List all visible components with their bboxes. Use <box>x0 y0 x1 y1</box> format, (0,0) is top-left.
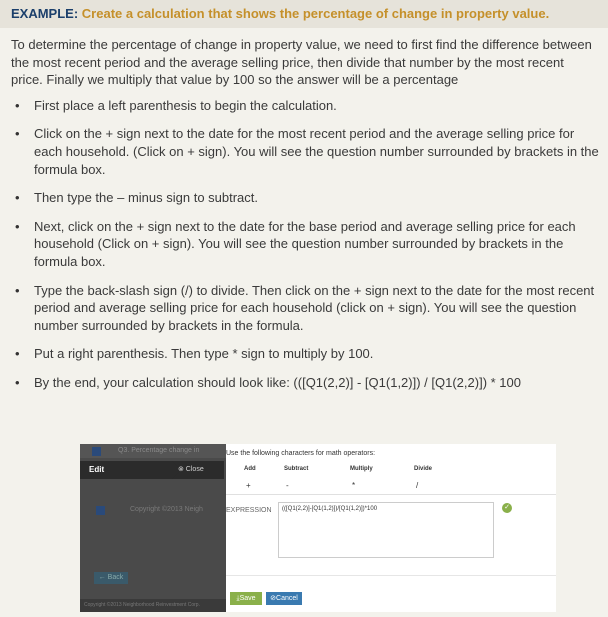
step-item <box>11 97 599 115</box>
intro-paragraph: To determine the percentage of change in property value, we need to first find the difference between the most recent period and the average selling price, then divide that number by the most recent price. Finally we multiply that value by 100 so the answer will be a percentage <box>11 37 592 88</box>
cancel-icon: ⊘ <box>270 595 277 602</box>
copyright-text: Copyright ©2013 Neigh <box>130 506 203 513</box>
op-subtract-symbol: - <box>286 481 289 490</box>
save-button[interactable] <box>230 592 262 605</box>
bullet-icon: • <box>15 190 20 206</box>
step-item <box>11 282 599 335</box>
question-text: Q3. Percentage change in <box>118 447 200 454</box>
op-add-symbol: + <box>246 481 251 490</box>
divider <box>226 494 556 495</box>
steps-list <box>11 97 599 392</box>
cancel-label: Cancel <box>276 595 298 602</box>
op-multiply-label: Multiply <box>350 466 373 472</box>
copyright-row <box>80 502 226 518</box>
example-header <box>0 0 608 28</box>
bullet-icon: • <box>15 374 20 390</box>
op-add-label: Add <box>244 466 256 472</box>
op-divide-symbol: / <box>416 481 419 490</box>
step-item <box>11 345 599 363</box>
example-label: EXAMPLE: <box>11 6 79 21</box>
bullet-icon: • <box>15 126 20 142</box>
step-text: Next, click on the + sign next to the date for the base period and average selling price for each household (Click on + sign). You will see the question number surrounded by brackets in the formula box. <box>34 218 576 269</box>
background-app <box>80 444 226 612</box>
instructions-body <box>11 36 599 403</box>
question-icon <box>96 506 105 515</box>
bullet-icon: • <box>15 97 20 113</box>
step-text: By the end, your calculation should look like: (([Q1(2,2)] - [Q1(1,2)]) / [Q1(2,2)]) * 100 <box>34 374 521 390</box>
edit-label: Edit <box>89 465 105 474</box>
step-item <box>11 189 599 207</box>
step-text: Type the back-slash sign (/) to divide. Then click on the + sign next to the date for the most recent period and average selling price for each household (click on + sign). You will see the question number surrounded by brackets in the formula. <box>34 282 595 333</box>
step-item <box>11 125 599 178</box>
operator-instructions: Use the following characters for math operators: <box>226 450 376 457</box>
example-title: Create a calculation that shows the percentage of change in property value. <box>81 6 550 21</box>
op-divide-label: Divide <box>414 466 433 472</box>
question-row <box>80 444 226 458</box>
question-icon <box>92 447 101 456</box>
check-icon: ✓ <box>502 503 512 513</box>
save-label: Save <box>239 595 256 602</box>
expression-label: EXPRESSION <box>226 507 272 514</box>
expression-dialog <box>226 444 556 612</box>
expression-input[interactable] <box>278 502 494 558</box>
step-item <box>11 374 599 392</box>
step-text: First place a left parenthesis to begin the calculation. <box>34 97 337 113</box>
divider <box>226 575 556 576</box>
footer-text: Copyright ©2013 Neighborhood Reinvestment Corp. <box>80 599 226 612</box>
bullet-icon: • <box>15 346 20 362</box>
step-text: Put a right parenthesis. Then type * sign to multiply by 100. <box>34 346 374 362</box>
back-button[interactable]: ← Back <box>94 572 128 584</box>
bullet-icon: • <box>15 282 20 298</box>
close-button[interactable]: ⊗ Close <box>178 466 204 473</box>
expression-value: (([Q1(2,2)]-[Q1(1,2)])/[Q1(1,2)])*100 <box>282 506 378 512</box>
op-subtract-label: Subtract <box>284 466 309 472</box>
example-heading <box>11 6 549 21</box>
op-multiply-symbol: * <box>352 481 356 490</box>
bullet-icon: • <box>15 218 20 234</box>
step-item <box>11 218 599 271</box>
edit-bar <box>80 461 224 479</box>
step-text: Click on the + sign next to the date for the most recent period and the average selling price for each household. (Click on + sign). You will see the question number surrounded by brackets in the formula box. <box>34 126 599 177</box>
step-text: Then type the – minus sign to subtract. <box>34 190 259 206</box>
cancel-button[interactable] <box>266 592 302 605</box>
embedded-screenshot <box>80 444 556 612</box>
download-icon: ⤓ <box>236 595 240 602</box>
